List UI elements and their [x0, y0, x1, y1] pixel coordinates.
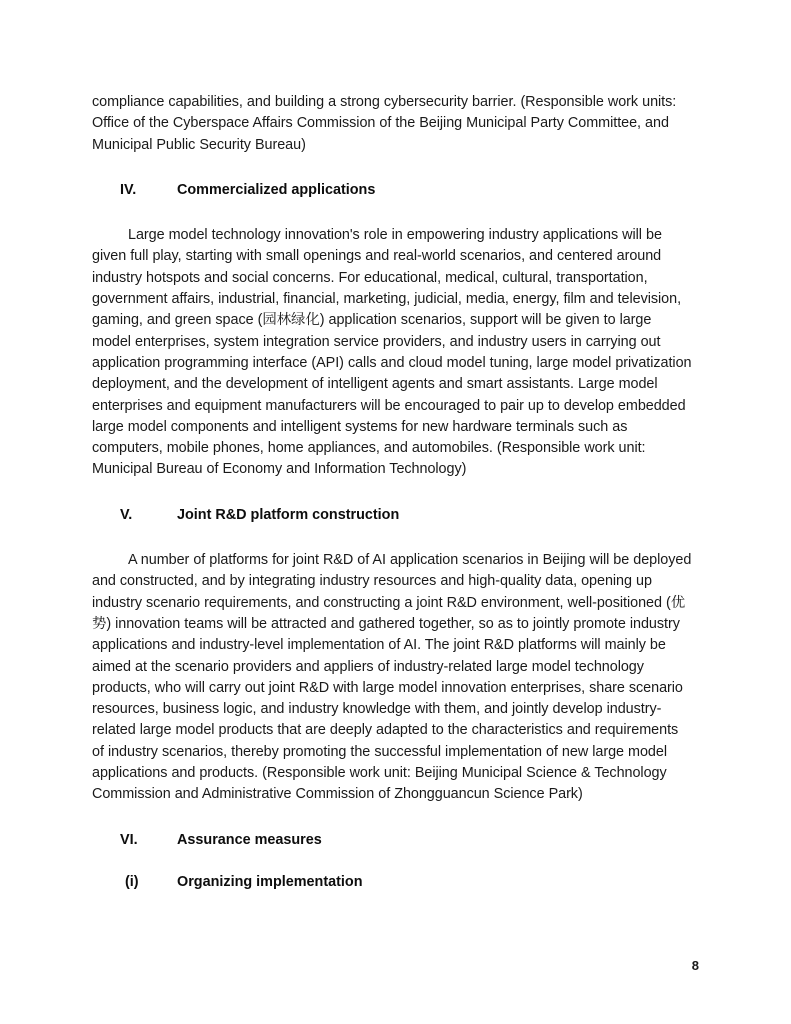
spacer — [92, 481, 693, 505]
heading-section-iv — [92, 180, 693, 201]
heading-title-iv: Commercialized applications — [177, 181, 376, 198]
heading-subsection-i — [92, 872, 693, 893]
spacer — [92, 156, 693, 180]
heading-title-vi: Assurance measures — [177, 831, 322, 848]
spacer — [92, 806, 693, 830]
paragraph-joint-rd-platform: A number of platforms for joint R&D of AI application scenarios in Beijing will be deployed and constructed, and by integrating industry resources and high-quality data, opening up industry scenario requirements, and constructing a joint R&D environment, well-positioned (优势) innovation teams will be attracted and gathered together, so as to jointly promote industry applications and industry-level implementation of AI. The joint R&D platforms will mainly be aimed at the scenario providers and appliers of industry-related large model technology products, who will carry out joint R&D with large model innovation enterprises, share scenario resources, business logic, and industry knowledge with them, and jointly develop industry-related large model products that are deeply adapted to the characteristics and requirements of industry scenarios, thereby promoting the successful implementation of new large model applications and products. (Responsible work unit: Beijing Municipal Science & Technology Commission and Administrative Commission of Zhongguancun Science Park) — [92, 552, 692, 803]
heading-section-v — [92, 505, 693, 526]
spacer — [92, 201, 693, 225]
heading-number-v: V. — [120, 506, 133, 523]
spacer — [92, 851, 693, 872]
heading-number-vi: VI. — [120, 831, 138, 848]
page-number: 8 — [691, 958, 699, 973]
heading-title-v: Joint R&D platform construction — [177, 506, 400, 523]
paragraph-commercialized-applications: Large model technology innovation's role in empowering industry applications will be given full play, starting with small openings and real-world scenarios, and centered around industry hotspots and social concerns. For educational, medical, cultural, transportation, government affairs, industrial, financial, marketing, judicial, media, energy, film and television, gaming, and green space (园林绿化) application scenarios, support will be given to large model enterprises, system integration service providers, and industry users in carrying out application programming interface (API) calls and cloud model tuning, large model privatization deployment, and the development of intelligent agents and smart assistants. Large model enterprises and equipment manufacturers will be encouraged to pair up to develop embedded large model components and intelligent systems for new hardware terminals such as computers, mobile phones, home appliances, and automobiles. (Responsible work unit: Municipal Bureau of Economy and Information Technology) — [92, 227, 692, 478]
heading-number-i: (i) — [125, 873, 139, 890]
heading-number-iv: IV. — [120, 181, 137, 198]
heading-title-i: Organizing implementation — [177, 873, 363, 890]
spacer — [92, 526, 693, 550]
heading-section-vi — [92, 830, 693, 851]
paragraph-cybersecurity-barrier: compliance capabilities, and building a strong cybersecurity barrier. (Responsible work units: Office of the Cyberspace Affairs Commission of the Beijing Municipal Party Committee, and Municipal Public Security Bureau) — [92, 94, 677, 153]
page-content — [92, 92, 693, 893]
